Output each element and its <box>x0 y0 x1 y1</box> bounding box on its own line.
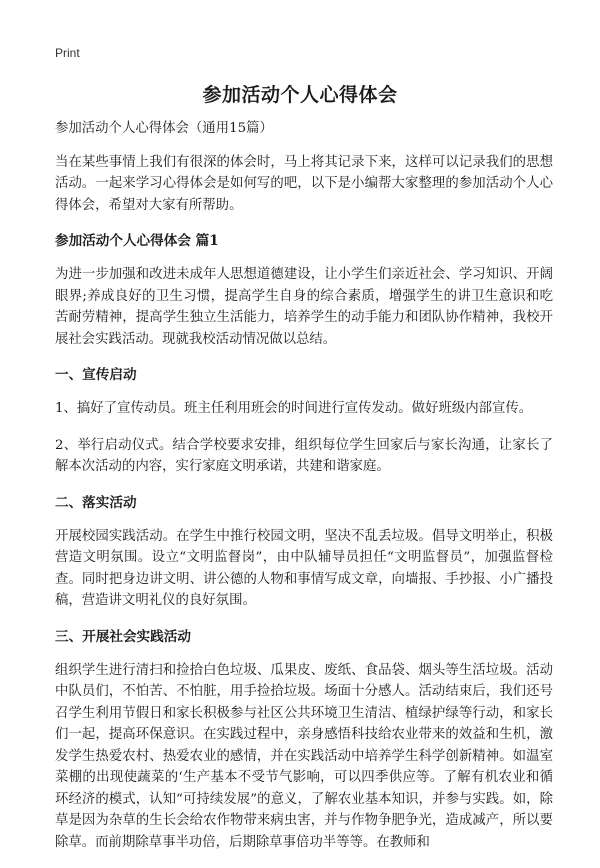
article-intro-paragraph: 为进一步加强和改进未成年人思想道德建设，让小学生们亲近社会、学习知识、开阔眼界;养成良好的卫生习惯，提高学生自身的综合素质，增强学生的讲卫生意识和吃苦耐劳精神，提高学生独立生活能力，培养学生的动手能力和团队协作精神，我校开展社会实践活动。现就我校活动情况做以总结。 <box>55 267 553 347</box>
section-heading: 一、宣传启动 <box>55 367 137 383</box>
intro-paragraph: 当在某些事情上我们有很深的体会时，马上将其记录下来，这样可以记录我们的思想活动。一起来学习心得体会是如何写的吧，以下是小编帮大家整理的参加活动个人心得体会，希望对大家有所帮助。 <box>55 154 553 213</box>
section-paragraph: 1、搞好了宣传动员。班主任利用班会的时间进行宣传发动。做好班级内部宣传。 <box>55 401 533 416</box>
article-heading: 参加活动个人心得体会 篇1 <box>55 233 219 249</box>
section-paragraph: 2、举行启动仪式。结合学校要求安排，组织每位学生回家后与家长沟通，让家长了解本次活动的内容，实行家庭文明承诺，共建和谐家庭。 <box>55 437 553 474</box>
document-body <box>55 118 553 868</box>
page-title: 参加活动个人心得体会 <box>202 84 398 106</box>
section-paragraph: 组织学生进行清扫和捡拾白色垃圾、瓜果皮、废纸、食品袋、烟头等生活垃圾。活动中队员们，不怕苦、不怕脏，用手捡拾垃圾。场面十分感人。活动结束后，我们还号召学生利用节假日和家长积极参与社区公共环境卫生清洁、植绿护绿等行动，和家长们一起，提高环保意识。在实践过程中，亲身感悟科技给农业带来的效益和生机，激发学生热爱农村、热爱农业的感情，并在实践活动中培养学生科学创新精神。如温室菜棚的出现使蔬菜的‘生产基本不受节气影响，可以四季供应等。了解有机农业和循环经济的模式，认知“可持续发展”的意义，了解农业基本知识，并参与实践。如，除草是因为杂草的生长会给农作物带来病虫害，并与作物争肥争光，造成减产，所以要除草。而前期除草事半功倍，后期除草事倍功半等等。在教师和 <box>55 662 553 850</box>
document-subtitle: 参加活动个人心得体会（通用15篇） <box>55 121 273 136</box>
section-paragraph: 开展校园实践活动。在学生中推行校园文明，坚决不乱丢垃圾。倡导文明举止，积极营造文明氛围。设立“文明监督岗”，由中队辅导员担任“文明监督员”，加强监督检查。同时把身边讲文明、讲公德的人物和事情写成文章，向墙报、手抄报、小广播投稿，营造讲文明礼仪的良好氛围。 <box>55 528 553 608</box>
print-label: Print <box>55 46 80 60</box>
section-heading: 三、开展社会实践活动 <box>55 628 191 645</box>
section-heading: 二、落实活动 <box>55 494 137 511</box>
